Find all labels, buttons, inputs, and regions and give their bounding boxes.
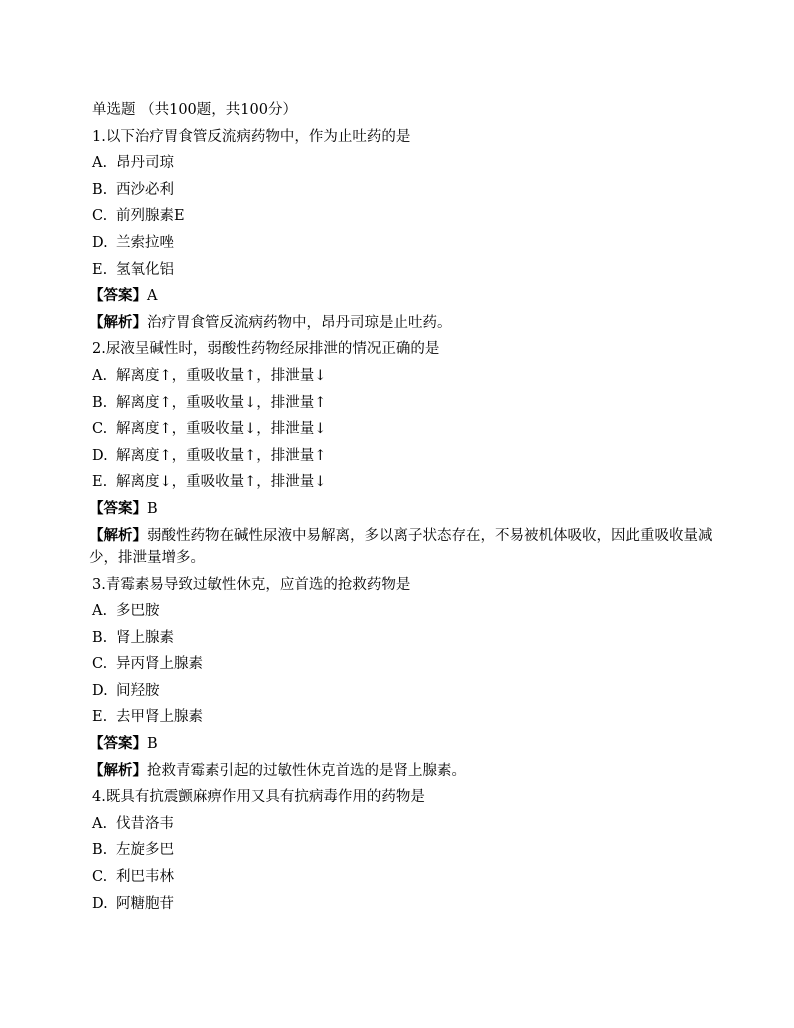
option-text: 解离度↑，重吸收量↑，排泄量↓ (116, 367, 327, 384)
option-text: 西沙必利 (116, 181, 174, 198)
option-text: 解离度↑，重吸收量↓，排泄量↑ (116, 394, 327, 411)
option-b (92, 177, 732, 204)
option-d (92, 891, 732, 918)
option-text: 解离度↑，重吸收量↓，排泄量↓ (116, 421, 327, 438)
document-page (89, 97, 732, 917)
option-b (92, 390, 732, 417)
analysis-text: 抢救青霉素引起的过敏性休克首选的是肾上腺素。 (147, 762, 466, 779)
option-letter: C. (92, 421, 108, 438)
option-text: 前列腺素E (116, 208, 185, 225)
question-1 (89, 124, 732, 337)
option-a (92, 811, 732, 838)
option-text: 昂丹司琼 (116, 155, 174, 172)
analysis-tag: 【解析】 (89, 761, 147, 779)
option-text: 氢氧化铝 (116, 261, 174, 278)
option-letter: A. (92, 603, 108, 620)
option-a (92, 363, 732, 390)
option-text: 多巴胺 (116, 603, 160, 620)
option-text: 解离度↑，重吸收量↑，排泄量↑ (116, 447, 327, 464)
answer-value: B (147, 736, 158, 753)
option-letter: E. (92, 261, 108, 278)
answer-tag: 【答案】 (89, 499, 147, 517)
answer-line (89, 496, 732, 523)
option-letter: A. (92, 155, 108, 172)
option-d (92, 230, 732, 257)
question-3 (89, 572, 732, 785)
option-letter: D. (92, 682, 108, 699)
analysis-text: 治疗胃食管反流病药物中，昂丹司琼是止吐药。 (147, 314, 452, 331)
analysis-tag: 【解析】 (89, 313, 147, 331)
analysis-line (89, 523, 732, 572)
option-a (92, 598, 732, 625)
option-letter: D. (92, 447, 108, 464)
option-d (92, 678, 732, 705)
option-text: 阿糖胞苷 (116, 895, 174, 912)
option-letter: E. (92, 474, 108, 491)
option-letter: B. (92, 181, 108, 198)
option-letter: C. (92, 869, 108, 886)
option-letter: D. (92, 895, 108, 912)
option-d (92, 443, 732, 470)
option-letter: C. (92, 656, 108, 673)
option-letter: B. (92, 842, 108, 859)
answer-line (89, 283, 732, 310)
question-stem: 4.既具有抗震颤麻痹作用又具有抗病毒作用的药物是 (92, 789, 425, 806)
question-stem: 3.青霉素易导致过敏性休克，应首选的抢救药物是 (92, 576, 411, 593)
answer-value: B (147, 500, 158, 517)
option-letter: D. (92, 234, 108, 251)
option-b (92, 837, 732, 864)
question-stem: 1.以下治疗胃食管反流病药物中，作为止吐药的是 (92, 128, 411, 145)
analysis-line (89, 310, 732, 337)
analysis-text: 弱酸性药物在碱性尿液中易解离，多以离子状态存在，不易被机体吸收，因此重吸收量减少，排泄量增多。 (89, 527, 713, 566)
option-text: 解离度↓，重吸收量↑，排泄量↓ (116, 474, 327, 491)
option-e (92, 257, 732, 284)
option-letter: B. (92, 629, 108, 646)
option-c (92, 416, 732, 443)
option-b (92, 625, 732, 652)
question-stem: 2.尿液呈碱性时，弱酸性药物经尿排泄的情况正确的是 (92, 341, 440, 358)
analysis-tag: 【解析】 (89, 526, 147, 544)
option-text: 利巴韦林 (116, 869, 174, 886)
option-c (92, 864, 732, 891)
option-c (92, 651, 732, 678)
option-letter: C. (92, 208, 108, 225)
option-e (92, 469, 732, 496)
answer-line (89, 731, 732, 758)
option-text: 去甲肾上腺素 (116, 709, 203, 726)
option-c (92, 203, 732, 230)
option-letter: A. (92, 815, 108, 832)
option-e (92, 704, 732, 731)
answer-value: A (147, 288, 158, 305)
option-text: 兰索拉唑 (116, 234, 174, 251)
option-text: 异丙肾上腺素 (116, 656, 203, 673)
section-header: 单选题 （共100题，共100分） (92, 102, 297, 118)
question-2 (89, 336, 732, 571)
question-4 (92, 784, 732, 917)
option-text: 左旋多巴 (116, 842, 174, 859)
option-letter: B. (92, 394, 108, 411)
option-text: 肾上腺素 (116, 629, 174, 646)
option-a (92, 150, 732, 177)
option-letter: A. (92, 367, 108, 384)
answer-tag: 【答案】 (89, 735, 147, 753)
analysis-line (89, 758, 732, 785)
option-text: 间羟胺 (116, 682, 160, 699)
answer-tag: 【答案】 (89, 287, 147, 305)
option-letter: E. (92, 709, 108, 726)
option-text: 伐昔洛韦 (116, 815, 174, 832)
